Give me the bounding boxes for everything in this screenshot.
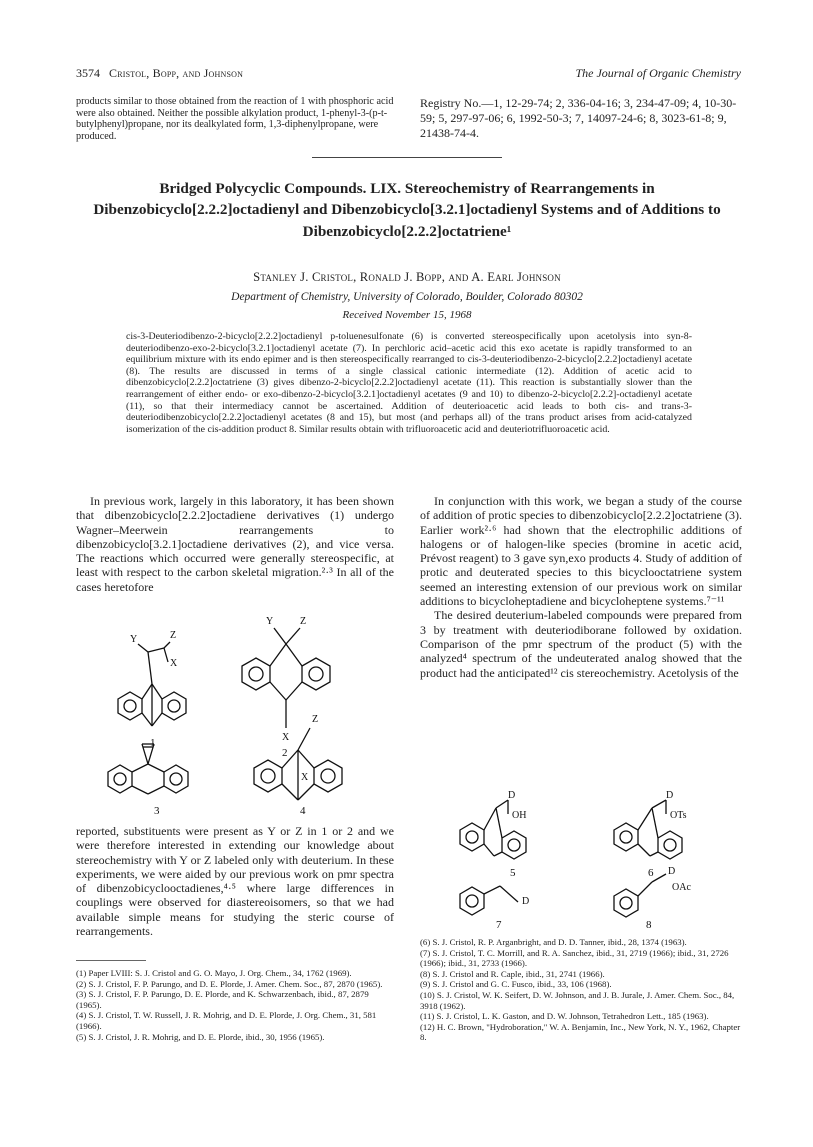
label-z: Z — [170, 630, 177, 641]
label-d: D — [666, 790, 674, 801]
footnote-4: (4) S. J. Cristol, T. W. Russell, J. R. Mohrig, and D. E. Plorde, J. Org. Chem., 31, 581 (1966). — [76, 1010, 377, 1031]
label-z: Z — [312, 714, 319, 725]
footnote-12: (12) H. C. Brown, "Hydroboration," W. A. Benjamin, Inc., New York, N. Y., 1962, Chapter 8. — [420, 1021, 741, 1043]
structure-6 — [614, 790, 687, 879]
article-title: Bridged Polycyclic Compounds. LIX. Stereochemistry of Rearrangements in Dibenzobicyclo[2.2.2]octadienyl and Dibenzobicyclo[3.2.1]octadienyl Systems and of Additions to Dibenzobicyclo[2.2.2]octatriene¹ — [93, 180, 721, 240]
footnote-1: (1) Paper LVIII: S. J. Cristol and G. O. Mayo, J. Org. Chem., 34, 1762 (1969). — [76, 968, 352, 978]
compound-number: 5 — [510, 867, 516, 879]
label-oac: OAc — [672, 882, 691, 893]
compound-number: 8 — [646, 919, 652, 930]
label-x: X — [170, 658, 178, 669]
right-column-text — [420, 494, 742, 680]
footnote-9: (9) S. J. Cristol and G. C. Fusco, ibid., 33, 106 (1968). — [420, 979, 612, 990]
compound-number: 7 — [496, 919, 502, 930]
article-authors: Stanley J. Cristol, Ronald J. Bopp, and A. Earl Johnson — [253, 270, 561, 284]
label-y: Y — [266, 616, 274, 627]
affiliation: Department of Chemistry, University of Colorado, Boulder, Colorado 80302 — [231, 291, 583, 303]
compound-number: 3 — [154, 805, 160, 816]
structures-1-4-figure — [78, 604, 394, 816]
label-d: D — [668, 866, 676, 877]
journal-name: The Journal of Organic Chemistry — [575, 66, 741, 80]
running-authors: Cristol, Bopp, and Johnson — [109, 66, 244, 80]
compound-number: 1 — [150, 737, 156, 749]
left-column-text-2 — [76, 824, 394, 938]
structure-2 — [242, 616, 330, 759]
footnote-10: (10) S. J. Cristol, W. K. Seifert, D. W. Johnson, and J. B. Jurale, J. Amer. Chem. Soc., 84, 3918 (1962). — [420, 989, 735, 1011]
paragraph: reported, substituents were present as Y or Z in 1 or 2 and we were therefore interested in extending our knowledge about stereochemistry with Y or Z labeled only with deuterium. In these experiments, we were aided by our previous work on pmr spectra of dibenzobicyclooctadienes,⁴·⁵ where large differences in couplings were observed for diastereoisomers, so that we had available simple means for studying the steric course of rearrangements. — [76, 824, 394, 939]
label-x: X — [301, 772, 309, 783]
compound-number: 4 — [300, 805, 306, 816]
received-date: Received November 15, 1968 — [342, 309, 472, 321]
compound-number: 2 — [282, 747, 288, 759]
label-d: D — [522, 896, 530, 907]
structure-3 — [108, 744, 188, 816]
previous-article-tail: products similar to those obtained from the reaction of 1 with phosphoric acid were also obtained. Neither the possible alkylation product, 1-phenyl-3-(p-t-butylphenyl)propane, nor its dealkylated form, 1,3-diphenylpropane, were produced. — [76, 96, 394, 142]
footnote-7: (7) S. J. Cristol, T. C. Morrill, and R. A. Sanchez, ibid., 31, 2719 (1966); ibid., 31, 2726 (1966); ibid., 31, 2733 (1966). — [420, 947, 729, 969]
page-number: 3574 — [76, 66, 100, 80]
label-ots: OTs — [670, 810, 687, 821]
footnote-rule — [76, 960, 146, 961]
structure-7 — [460, 886, 529, 930]
footnote-11: (11) S. J. Cristol, L. K. Gaston, and D. W. Johnson, Tetrahedron Lett., 185 (1963). — [420, 1011, 709, 1022]
paragraph: In previous work, largely in this laboratory, it has been shown that dibenzobicyclo[2.2.2]octadiene derivatives (1) undergo Wagner–Meerwein rearrangements to dibenzobicyclo[3.2.1]octadiene derivatives (2), and vice versa. The reactions which occurred were generally stereospecific, at least with respect to the carbon skeletal migration.²·³ In all of the cases heretofore — [76, 494, 394, 594]
footnotes-left — [76, 968, 394, 1042]
compound-number: 6 — [648, 867, 654, 879]
label-d: D — [508, 790, 516, 801]
label-y: Y — [130, 634, 138, 645]
structure-4 — [254, 714, 342, 816]
paragraph: In conjunction with this work, we began a study of the course of addition of protic species to dibenzobicyclo[2.2.2]octatriene (3). Earlier work²·⁶ had shown that the electrophilic additions of halogens or of halogen-like species (bromine in acetic acid, Prévost reagent) to 3 gave syn,exo products 4. Study of addition of protic and deuterated species to this bicyclooctatriene system seemed an interesting extension of our previous work on similar additions to bicycloheptadiene and bicycloheptene systems.⁷⁻¹¹ — [420, 494, 742, 609]
footnote-8: (8) S. J. Cristol and R. Caple, ibid., 31, 2741 (1966). — [420, 968, 605, 979]
footnotes-right — [420, 937, 742, 1043]
footnote-2: (2) S. J. Cristol, F. P. Parungo, and D. E. Plorde, J. Amer. Chem. Soc., 87, 2870 (1965). — [76, 978, 383, 989]
structures-5-8-figure — [420, 790, 742, 930]
registry-numbers: Registry No.—1, 12-29-74; 2, 336-04-16; 3, 234-47-09; 4, 10-30-59; 5, 297-97-06; 6, 1992-50-3; 7, 14097-24-6; 8, 3023-61-8; 9, 21438-74-4. — [420, 96, 737, 140]
abstract: cis-3-Deuteriodibenzo-2-bicyclo[2.2.2]octadienyl p-toluenesulfonate (6) is converted stereospecifically upon acetolysis into syn-8-deuteriodibenzo-exo-2-bicyclo[3.2.1]octadienyl acetate (7). In perchloric acid–acetic acid this exo acetate is rapidly transformed to an equilibrium mixture with its endo epimer and is then stereospecifically rearranged to cis-3-deuteriodibenzo-2-bicyclo[2.2.2]octadienyl acetate (8). The results are discussed in terms of a single classical cationic intermediate (12). Addition of acetic acid to dibenzobicyclo[2.2.2]octatriene (3) gives dibenzo-2-bicyclo[2.2.2]octadienyl acetate (11). This reaction is substantially slower than the rearrangement of either endo- or exo-dibenzo-2-bicyclo[3.2.1]octadienyl acetates (9 and 10) to dibenzo-2-bicyclo[2.2.2]-octadienyl acetate (11), so that their intermediacy cannot be ascertained. Addition of deuterioacetic acid leads to both cis- and trans-3-deuteriodibenzobicyclo[2.2.2]octadienyl acetates (8 and 15), but most (and perhaps all) of the trans product arises from acid-catalyzed isomerization of the cis-addition product 8. Similar results obtain with trifluoroacetic acid and deuteriotrifluoroacetic acid. — [126, 331, 692, 435]
label-x: X — [282, 732, 290, 743]
structure-1 — [118, 630, 186, 749]
left-column-text-1 — [76, 494, 394, 594]
label-oh: OH — [512, 810, 527, 821]
paragraph: The desired deuterium-labeled compounds were prepared from 3 by treatment with deuteriodiborane followed by oxidation. Comparison of the pmr spectrum of the product (5) with the analyzed⁴ spectrum of the undeuterated analog showed that the product had the anticipated¹² cis stereochemistry. Acetolysis of the — [420, 608, 742, 680]
article-separator — [312, 157, 502, 158]
structure-5 — [460, 790, 526, 879]
running-header-left — [76, 66, 243, 81]
label-z: Z — [300, 616, 307, 627]
footnote-6: (6) S. J. Cristol, R. P. Arganbright, and D. D. Tanner, ibid., 28, 1374 (1963). — [420, 937, 687, 947]
footnote-5: (5) S. J. Cristol, J. R. Mohrig, and D. E. Plorde, ibid., 30, 1956 (1965). — [76, 1031, 325, 1042]
footnote-3: (3) S. J. Cristol, F. P. Parungo, D. E. Plorde, and K. Schwarzenbach, ibid., 87, 2879 (1965). — [76, 989, 369, 1010]
